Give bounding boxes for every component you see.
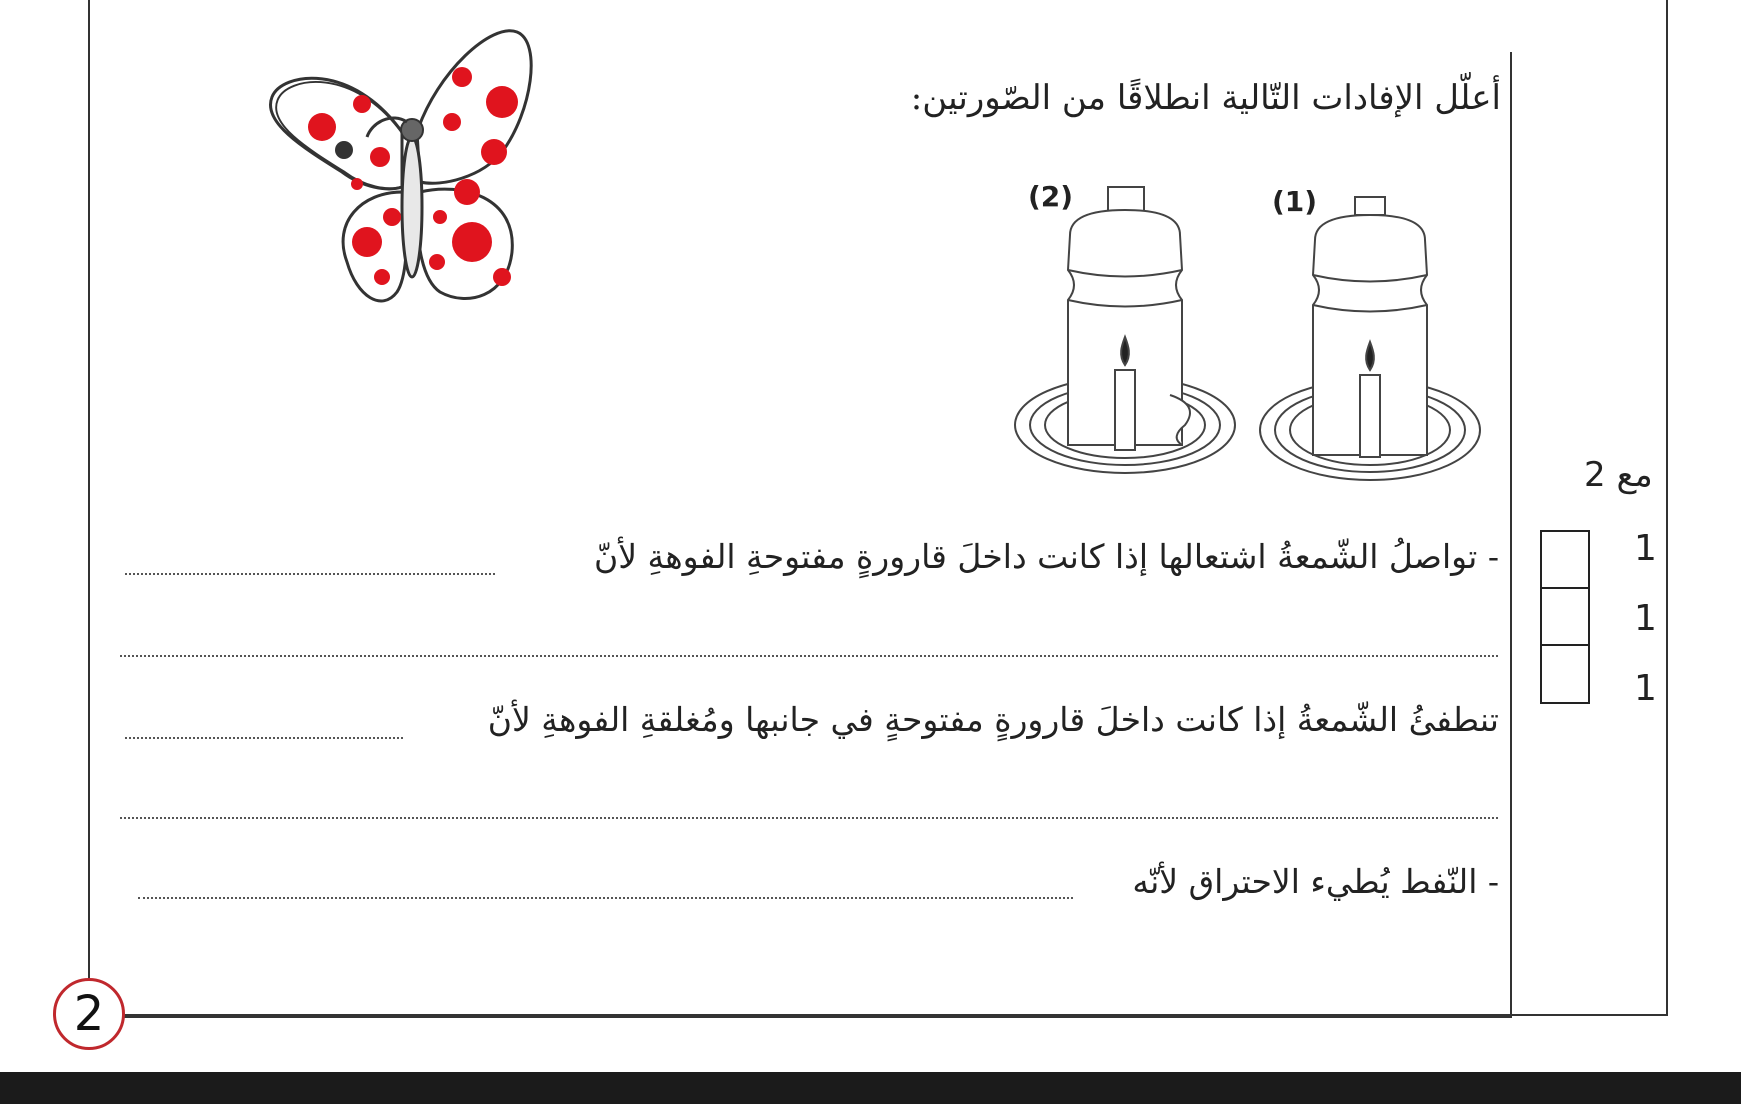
exercise-title: أعلّل الإفادات التّالية انطلاقًا من الصّورتين: (910, 78, 1501, 118)
bottles-illustration (1010, 175, 1490, 505)
marks-boxes (1540, 530, 1590, 704)
mark-box-3[interactable] (1542, 646, 1588, 703)
answer-line-3[interactable] (138, 897, 1073, 899)
butterfly-illustration (262, 22, 572, 332)
mark-box-2[interactable] (1542, 589, 1588, 646)
marks-total: مع 2 (1584, 455, 1653, 495)
page-number: 2 (73, 986, 105, 1042)
answer-line-1a[interactable] (125, 573, 495, 575)
mark-box-1[interactable] (1542, 532, 1588, 589)
page-number-badge (53, 978, 125, 1050)
statement-3: - النّفط يُطيء الاحتراق لأنّه (1132, 862, 1499, 901)
bottle-1-label: (1) (1272, 185, 1318, 218)
bottle-2-label: (2) (1028, 180, 1074, 213)
answer-line-2a[interactable] (125, 737, 403, 739)
bottles-drawing (1010, 175, 1490, 505)
answer-line-2b[interactable] (120, 817, 1498, 819)
statement-2: تنطفئُ الشّمعةُ إذا كانت داخلَ قارورةٍ مفتوحةٍ في جانبها ومُغلقةِ الفوهةِ لأنّ (487, 700, 1499, 739)
bottom-band (0, 1072, 1741, 1104)
mark-value-2: 1 (1634, 598, 1657, 639)
answer-line-1b[interactable] (120, 655, 1498, 657)
mark-value-1: 1 (1634, 528, 1657, 569)
mark-value-3: 1 (1634, 668, 1657, 709)
statement-1: - تواصلُ الشّمعةُ اشتعالها إذا كانت داخلَ قارورةٍ مفتوحةِ الفوهةِ لأنّ (593, 537, 1499, 576)
